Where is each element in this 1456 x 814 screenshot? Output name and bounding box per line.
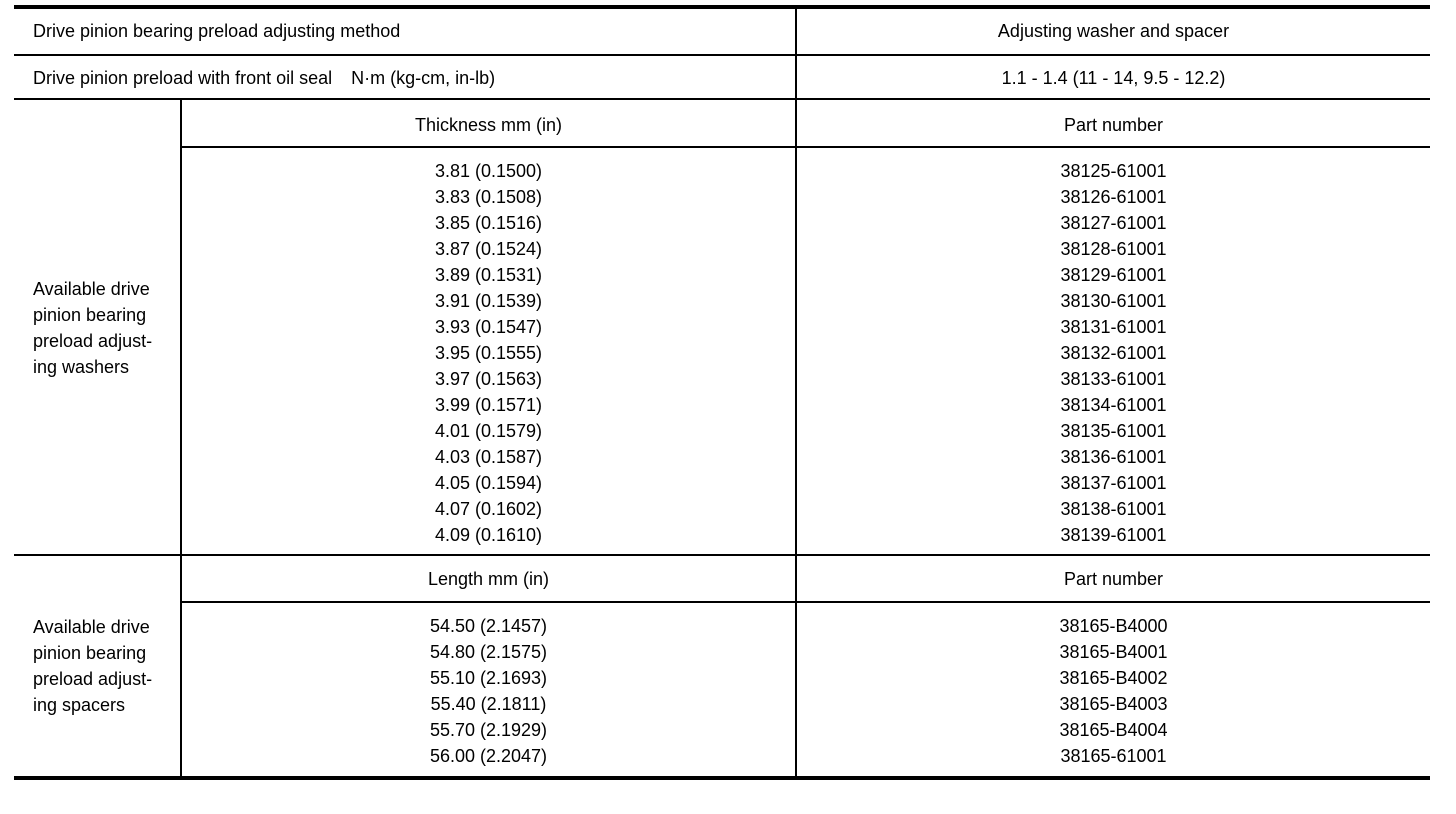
spacers-length-list [182,613,795,769]
washers-thickness-header: Thickness mm (in) [414,115,562,135]
spacer-part-number-cell: 38165-B4000 [1059,616,1168,636]
washer-thickness-cell: 4.09 (0.1610) [434,525,543,545]
washer-part-number-cell: 38128-61001 [1060,239,1167,259]
washers-side-label [33,276,152,380]
washer-part-number-cell: 38125-61001 [1060,161,1167,181]
washer-thickness-cell: 3.81 (0.1500) [434,161,543,181]
washers-part-list [797,158,1430,548]
washer-part-number-cell: 38132-61001 [1060,343,1167,363]
washer-part-number-cell: 38134-61001 [1060,395,1167,415]
row-divider-1 [14,54,1430,56]
spacers-side-label-line: preload adjust- [33,669,153,689]
washer-thickness-cell: 4.01 (0.1579) [434,421,543,441]
section-divider [14,554,1430,556]
washer-thickness-cell: 3.83 (0.1508) [434,187,543,207]
spacer-part-number-cell: 38165-61001 [1060,746,1167,766]
spacer-part-number-cell: 38165-B4001 [1059,642,1168,662]
spacer-part-number-cell: 38165-B4002 [1059,668,1168,688]
spacer-length-cell: 54.80 (2.1575) [429,642,548,662]
preload-label: Drive pinion preload with front oil seal [33,68,333,88]
washers-side-label-line: pinion bearing [33,305,147,325]
washer-thickness-cell: 4.05 (0.1594) [434,473,543,493]
washer-thickness-cell: 3.99 (0.1571) [434,395,543,415]
washers-side-label-line: ing washers [33,357,130,377]
washers-side-label-line: preload adjust- [33,331,153,351]
preload-label-row [33,65,495,91]
spacers-side-label [33,614,152,718]
spacers-side-label-line: Available drive [33,617,150,637]
table-bottom-border [14,776,1430,780]
spacers-header-divider [181,601,1430,603]
spacer-length-cell: 54.50 (2.1457) [429,616,548,636]
washer-thickness-cell: 3.89 (0.1531) [434,265,543,285]
washer-part-number-cell: 38130-61001 [1060,291,1167,311]
washer-thickness-cell: 4.07 (0.1602) [434,499,543,519]
method-label: Drive pinion bearing preload adjusting method [33,21,401,41]
washer-thickness-cell: 3.95 (0.1555) [434,343,543,363]
preload-value: 1.1 - 1.4 (11 - 14, 9.5 - 12.2) [1001,68,1226,88]
washer-thickness-cell: 3.97 (0.1563) [434,369,543,389]
spacers-part-list [797,613,1430,769]
spacer-length-cell: 56.00 (2.2047) [429,746,548,766]
washer-thickness-cell: 3.87 (0.1524) [434,239,543,259]
washer-part-number-cell: 38138-61001 [1060,499,1167,519]
washer-thickness-cell: 3.85 (0.1516) [434,213,543,233]
spacer-length-cell: 55.70 (2.1929) [429,720,548,740]
washer-part-number-cell: 38136-61001 [1060,447,1167,467]
washer-part-number-cell: 38129-61001 [1060,265,1167,285]
spacers-part-header: Part number [1063,569,1164,589]
washer-part-number-cell: 38139-61001 [1060,525,1167,545]
table-top-border [14,5,1430,9]
washer-thickness-cell: 4.03 (0.1587) [434,447,543,467]
washer-part-number-cell: 38133-61001 [1060,369,1167,389]
preload-unit: N·m (kg-cm, in-lb) [351,68,496,88]
washers-header-divider [181,146,1430,148]
washers-thickness-list [182,158,795,548]
washer-part-number-cell: 38137-61001 [1060,473,1167,493]
spacer-part-number-cell: 38165-B4003 [1059,694,1168,714]
washer-thickness-cell: 3.91 (0.1539) [434,291,543,311]
spacer-length-cell: 55.10 (2.1693) [429,668,548,688]
spacer-length-cell: 55.40 (2.1811) [430,694,547,714]
spacer-part-number-cell: 38165-B4004 [1059,720,1168,740]
method-value: Adjusting washer and spacer [997,21,1230,41]
washer-thickness-cell: 3.93 (0.1547) [434,317,543,337]
washer-part-number-cell: 38127-61001 [1060,213,1167,233]
washers-side-label-line: Available drive [33,279,150,299]
row-divider-2 [14,98,1430,100]
washers-part-header: Part number [1063,115,1164,135]
washer-part-number-cell: 38131-61001 [1060,317,1167,337]
spacers-side-label-line: ing spacers [33,695,126,715]
washer-part-number-cell: 38126-61001 [1060,187,1167,207]
spacers-side-label-line: pinion bearing [33,643,147,663]
spacers-length-header: Length mm (in) [427,569,550,589]
washer-part-number-cell: 38135-61001 [1060,421,1167,441]
